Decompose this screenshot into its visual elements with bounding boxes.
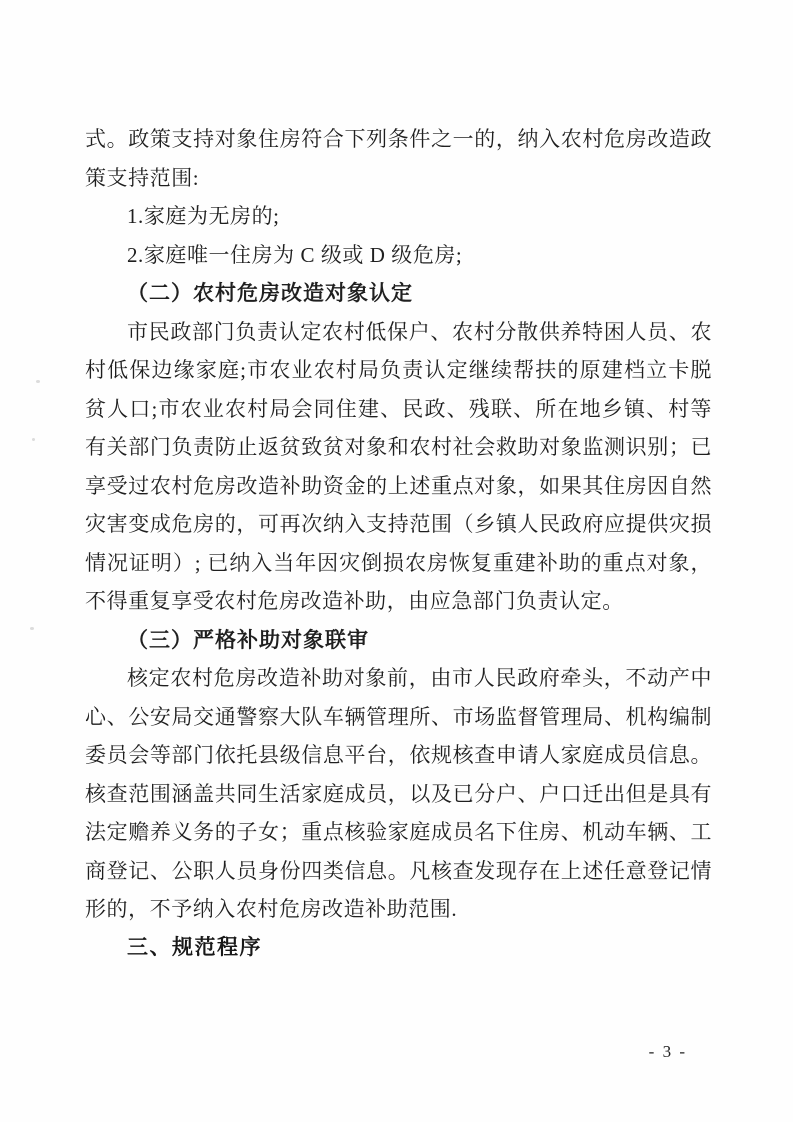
list-item-1: 1.家庭为无房的; (127, 204, 280, 228)
paragraph-object-identification: 市民政部门负责认定农村低保户、农村分散供养特困人员、农村低保边缘家庭;市农业农村局负责认定继续帮扶的原建档立卡脱贫人口;市农业农村局会同住建、民政、残联、所在地乡镇、村等有关部门负责防止返贫致贫对象和农村社会救助对象监测识别；已享受过农村危房改造补助资金的上述重点对象，如果其住房因自然灾害变成危房的，可再次纳入支持范围（乡镇人民政府应提供灾损情况证明）; 已纳入当年因灾倒损农房恢复重建补助的重点对象，不得重复享受农村危房改造补助，由应急部门负责认定。 (85, 319, 712, 613)
sub-heading-3-joint-review: （三）严格补助对象联审 (127, 627, 369, 652)
page-number: - 3 - (648, 1042, 687, 1061)
document-body (85, 120, 712, 967)
scan-speck (30, 627, 34, 630)
list-item-2: 2.家庭唯一住房为 C 级或 D 级危房; (127, 242, 463, 267)
paragraph-joint-review: 核定农村危房改造补助对象前，由市人民政府牵头，不动产中心、公安局交通警察大队车辆管理所、市场监督管理局、机构编制委员会等部门依托县级信息平台，依规核查申请人家庭成员信息。核查范围涵盖共同生活家庭成员，以及已分户、户口迁出但是具有法定赡养义务的子女；重点核验家庭成员名下住房、机动车辆、工商登记、公职人员身份四类信息。凡核查发现存在上述任意登记情形的，不予纳入农村危房改造补助范围. (85, 666, 712, 921)
scan-speck (36, 380, 40, 383)
section-heading-standard-procedure: 三、规范程序 (127, 935, 262, 959)
paragraph-continuation: 式。政策支持对象住房符合下列条件之一的，纳入农村危房改造政策支持范围: (85, 127, 712, 190)
sub-heading-2-object-identification: （二）农村危房改造对象认定 (127, 281, 413, 305)
scan-speck (32, 438, 35, 441)
